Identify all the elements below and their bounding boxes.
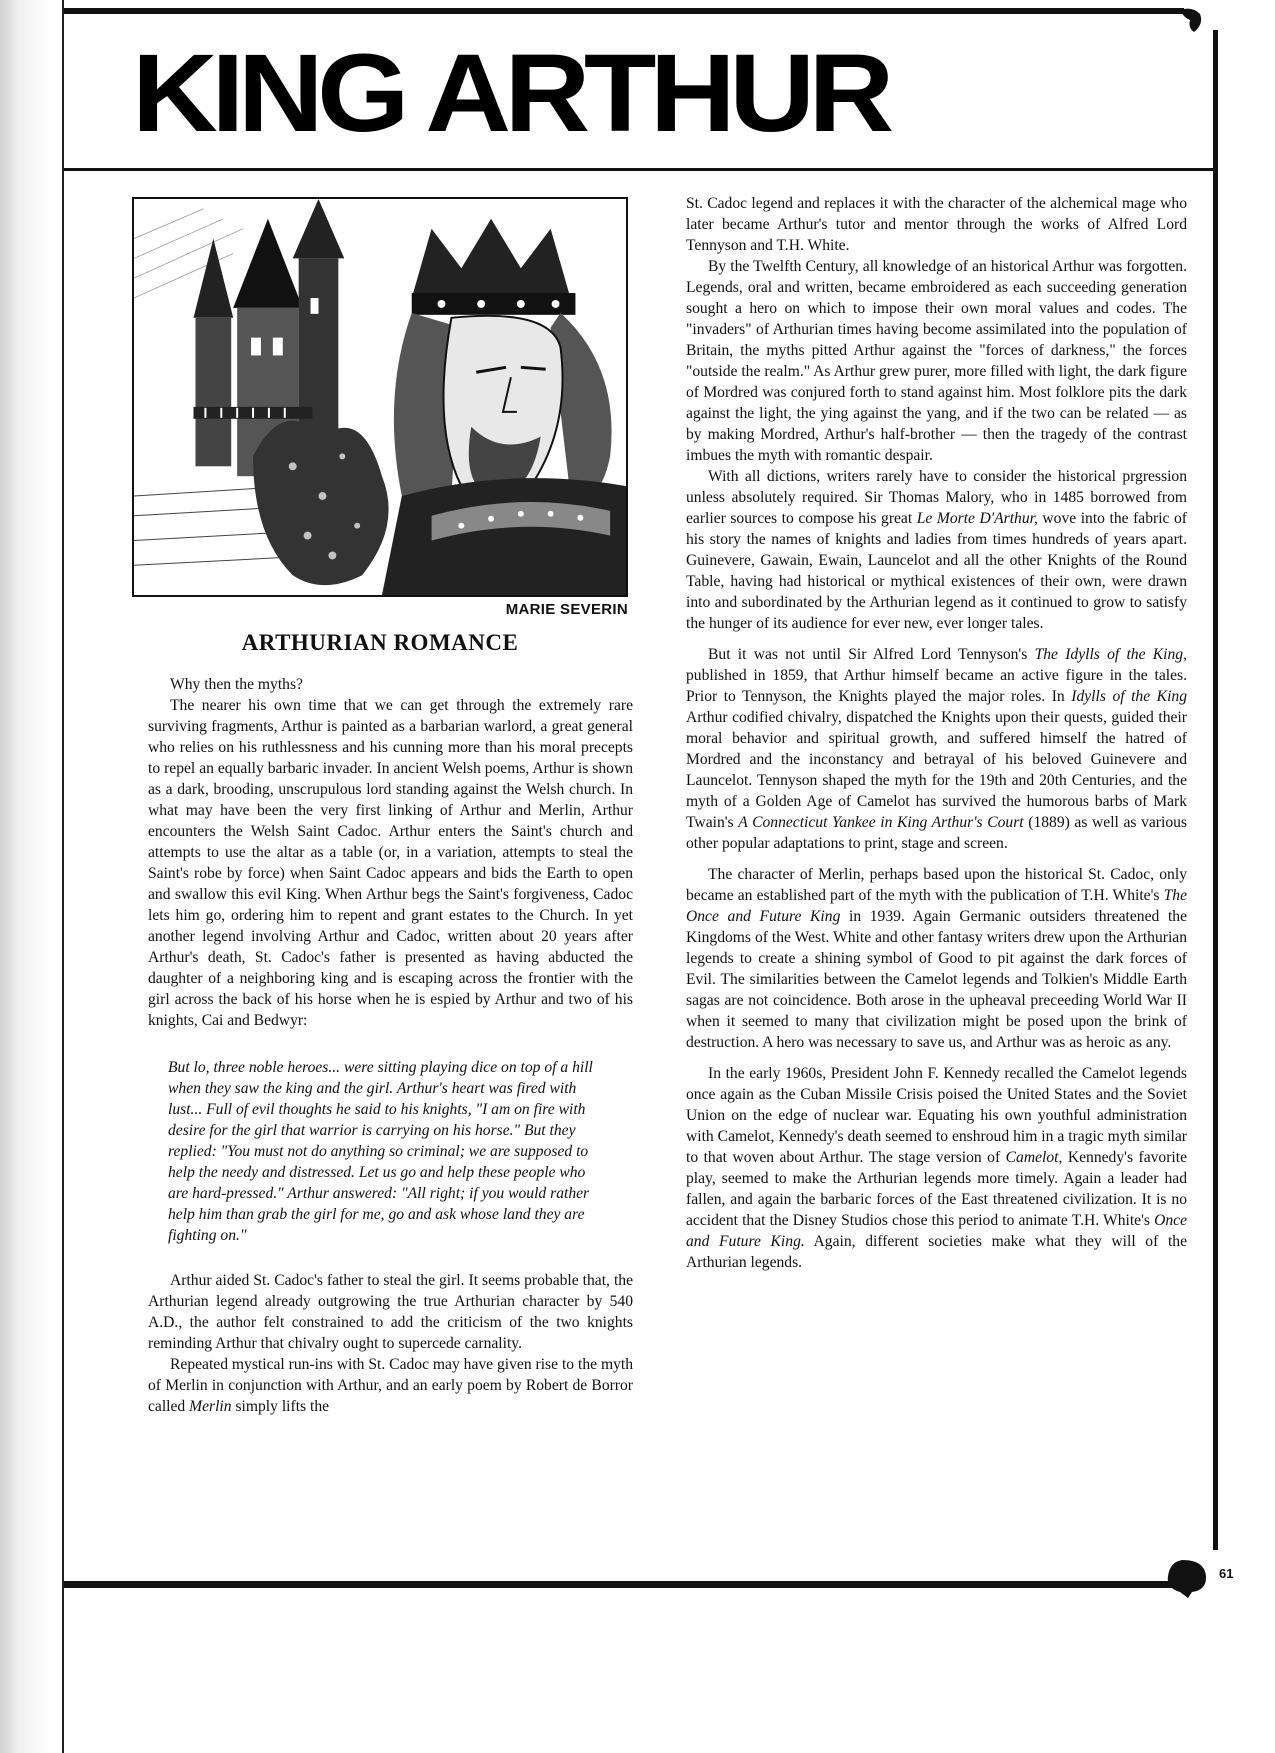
page-ornament-icon <box>1162 1558 1212 1602</box>
corner-ornament-icon <box>1178 6 1204 34</box>
king-arthur-illustration <box>132 197 628 597</box>
paragraph: In the early 1960s, President John F. Kennedy recalled the Camelot legends once again as the Cuban Missile Crisis poised the United States and the Soviet Union on the edge of nuclear war. Equating his own youthful administration with Camelot, Kennedy's death seemed to enshroud him in a tragic myth similar to that woven about Arthur. The stage version of Camelot, Kennedy's favorite play, seemed to make the Arthurian legends more timely. Again a leader had fallen, and again the barbaric forces of the East threatened civilization. It is no accident that the Disney Studios chose this period to animate T.H. White's Once and Future King. Again, different societies make what they will of the Arthurian legends. <box>686 1065 1187 1271</box>
left-column <box>148 674 633 1417</box>
right-rule <box>1213 30 1218 1550</box>
illustration-credit: MARIE SEVERIN <box>505 601 628 618</box>
right-column <box>686 193 1187 1273</box>
page-title: KING ARTHUR <box>132 32 888 155</box>
top-rule <box>64 8 1184 14</box>
paragraph: Repeated mystical run-ins with St. Cadoc may have given rise to the myth of Merlin in conjunction with Arthur, and an early poem by Robert de Borror called Merlin simply lifts the <box>148 1356 633 1415</box>
paragraph: The nearer his own time that we can get through the extremely rare surviving fragments, Arthur is painted as a barbarian warlord, a great general who relies on his ruthlessness and his cunning more than his moral precepts to repel an equally barbaric invader. In ancient Welsh poems, Arthur is shown as a dark, brooding, unscrupulous lord standing against the Welsh church. In what may have been the very first linking of Arthur and Merlin, Arthur encounters the Welsh Saint Cadoc. Arthur enters the Saint's church and attempts to use the altar as a table (or, in a variation, attempts to steal the Saint's robe by force) when Saint Cadoc appears and bids the Earth to open and swallow this evil King. When Arthur begs the Saint's forgiveness, Cadoc lets him go, ordering him to repent and grant estates to the Church. In yet another legend involving Arthur and Cadoc, written about 20 years after Arthur's death, St. Cadoc's father is presented as having abducted the daughter of a neighboring king and is escaping across the frontier with the girl across the back of his horse when he is espied by Arthur and two of his knights, Cai and Bedwyr: <box>148 697 633 1029</box>
book-binding-edge <box>0 0 64 1753</box>
paragraph: Arthur aided St. Cadoc's father to steal the girl. It seems probable that, the Arthurian legend already outgrowing the true Arthurian character by 540 A.D., the author felt constrained to add the criticism of the two knights reminding Arthur that chivalry ought to supercede carnality. <box>148 1272 633 1352</box>
paragraph: With all dictions, writers rarely have to consider the historical prgression unless absolutely required. Sir Thomas Malory, who in 1485 borrowed from earlier sources to compose his great Le Morte D'Arthur, wove into the fabric of his story the names of knights and ladies from times hundreds of years apart. Guinevere, Gawain, Ewain, Launcelot and all the other Knights of the Round Table, having had historical or mythical existences of their own, were drawn into and subordinated by the Arthurian legend as it continued to grow to satisfy the hunger of its audience for ever new, ever longer tales. <box>686 468 1187 632</box>
page-number: 61 <box>1219 1566 1234 1581</box>
paragraph: The character of Merlin, perhaps based upon the historical St. Cadoc, only became an established part of the myth with the publication of T.H. White's The Once and Future King in 1939. Again Germanic outsiders threatened the Kingdoms of the West. White and other fantasy writers drew upon the Arthurian legends to create a shining symbol of Good to pit against the dark forces of Evil. The similarities between the Camelot legends and Tolkien's Middle Earth sagas are not coincidence. Both arose in the upheaval preceeding World War II when it seemed to many that civilization might be posed upon the brink of destruction. A hero was necessary to save us, and Arthur was as heroic as any. <box>686 866 1187 1051</box>
title-rule <box>64 168 1216 171</box>
paragraph: But it was not until Sir Alfred Lord Tennyson's The Idylls of the King, published in 1859, that Arthur himself became an active figure in the tales. Prior to Tennyson, the Knights played the major roles. In Idylls of the King Arthur codified chivalry, dispatched the Knights upon their quests, guided their moral behavior and spiritual growth, and suffered himself the hatred of Mordred and the inconstancy and betrayal of his beloved Guinevere and Launcelot. Tennyson shaped the myth for the 19th and 20th Centuries, and the myth of a Golden Age of Camelot has survived the humorous barbs of Mark Twain's A Connecticut Yankee in King Arthur's Court (1889) as well as various other popular adaptations to print, stage and screen. <box>686 646 1188 852</box>
block-quote: But lo, three noble heroes... were sitting playing dice on top of a hill when they saw the king and the girl. Arthur's heart was fired with lust... Full of evil thoughts he said to his knights, "I am on fire with desire for the girl that warrior is carrying on his horse." But they replied: "You must not do anything so criminal; we are supposed to help the needy and distressed. Let us go and help these people who are hard-pressed." Arthur answered: "All right; if you would rather help him than grab the girl for me, go and ask whose land they are fighting on." <box>168 1059 593 1244</box>
bottom-rule <box>64 1581 1184 1588</box>
paragraph: Why then the myths? <box>170 676 303 693</box>
paragraph: St. Cadoc legend and replaces it with the character of the alchemical mage who later became Arthur's tutor and mentor through the works of Alfred Lord Tennyson and T.H. White. <box>686 195 1187 254</box>
section-heading: ARTHURIAN ROMANCE <box>241 630 519 655</box>
paragraph: By the Twelfth Century, all knowledge of an historical Arthur was forgotten. Legends, oral and written, became embroidered as each succeeding generation sought a hero on which to impose their own moral values and codes. The "invaders" of Arthurian times having become assimilated into the population of Britain, the myths pitted Arthur against the "forces of darkness," the forces "outside the realm." As Arthur grew purer, more filled with light, the dark figure of Mordred was conjured forth to stand against him. Most folklore pits the dark against the light, the ying against the yang, and if the two can be related — as by making Mordred, Arthur's half-brother — then the tragedy of the contrast imbues the myth with romantic despair. <box>686 258 1187 464</box>
